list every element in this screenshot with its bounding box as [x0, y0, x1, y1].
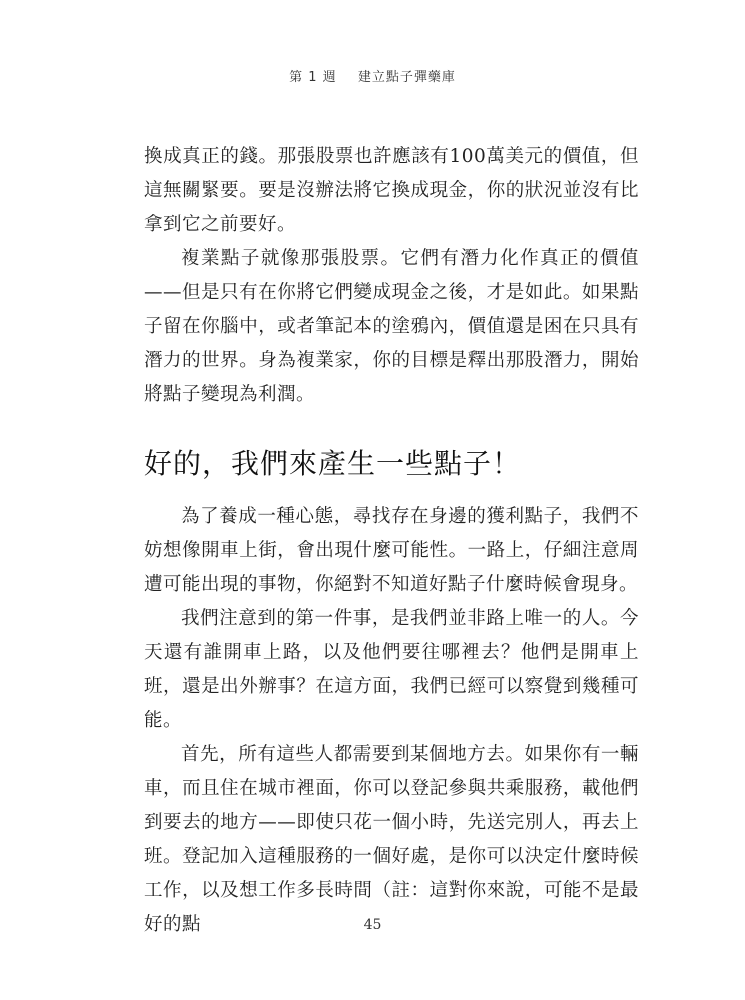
intro-text-block: [144, 140, 639, 412]
header-title: 建立點子彈藥庫: [357, 70, 456, 85]
header-chapter: 第 1 週: [289, 70, 337, 85]
paragraph: 我們注意到的第一件事，是我們並非路上唯一的人。今天還有誰開車上路，以及他們要往哪裡去？他們是開車上班，還是出外辦事？在這方面，我們已經可以察覺到幾種可能。: [144, 608, 639, 731]
paragraph: 複業點子就像那張股票。它們有潛力化作真正的價值——但是只有在你將它們變成現金之後，才是如此。如果點子留在你腦中，或者筆記本的塗鴉內，價值還是困在只具有潛力的世界。身為複業家，你的目標是釋出那股潛力，開始將點子變現為利潤。: [144, 248, 639, 405]
paragraph: 為了養成一種心態，尋找存在身邊的獲利點子，我們不妨想像開車上街，會出現什麼可能性。一路上，仔細注意周遭可能出現的事物，你絕對不知道好點子什麼時候會現身。: [144, 506, 639, 595]
page-number: 45: [363, 917, 382, 933]
paragraph: 換成真正的錢。那張股票也許應該有100萬美元的價值，但這無關緊要。要是沒辦法將它換成現金，你的狀況並沒有比拿到它之前要好。: [144, 146, 639, 235]
running-header: [0, 66, 745, 85]
section-heading: 好的，我們來產生一些點子！: [144, 447, 522, 480]
paragraph: 首先，所有這些人都需要到某個地方去。如果你有一輛車，而且住在城市裡面，你可以登記參與共乘服務，載他們到要去的地方——即使只花一個小時，先送完別人，再去上班。登記加入這種服務的一個好處，是你可以決定什麼時候工作，以及想工作多長時間（註：這對你來說，可能不是最好的點: [144, 744, 639, 935]
section-text-block: [144, 500, 639, 942]
